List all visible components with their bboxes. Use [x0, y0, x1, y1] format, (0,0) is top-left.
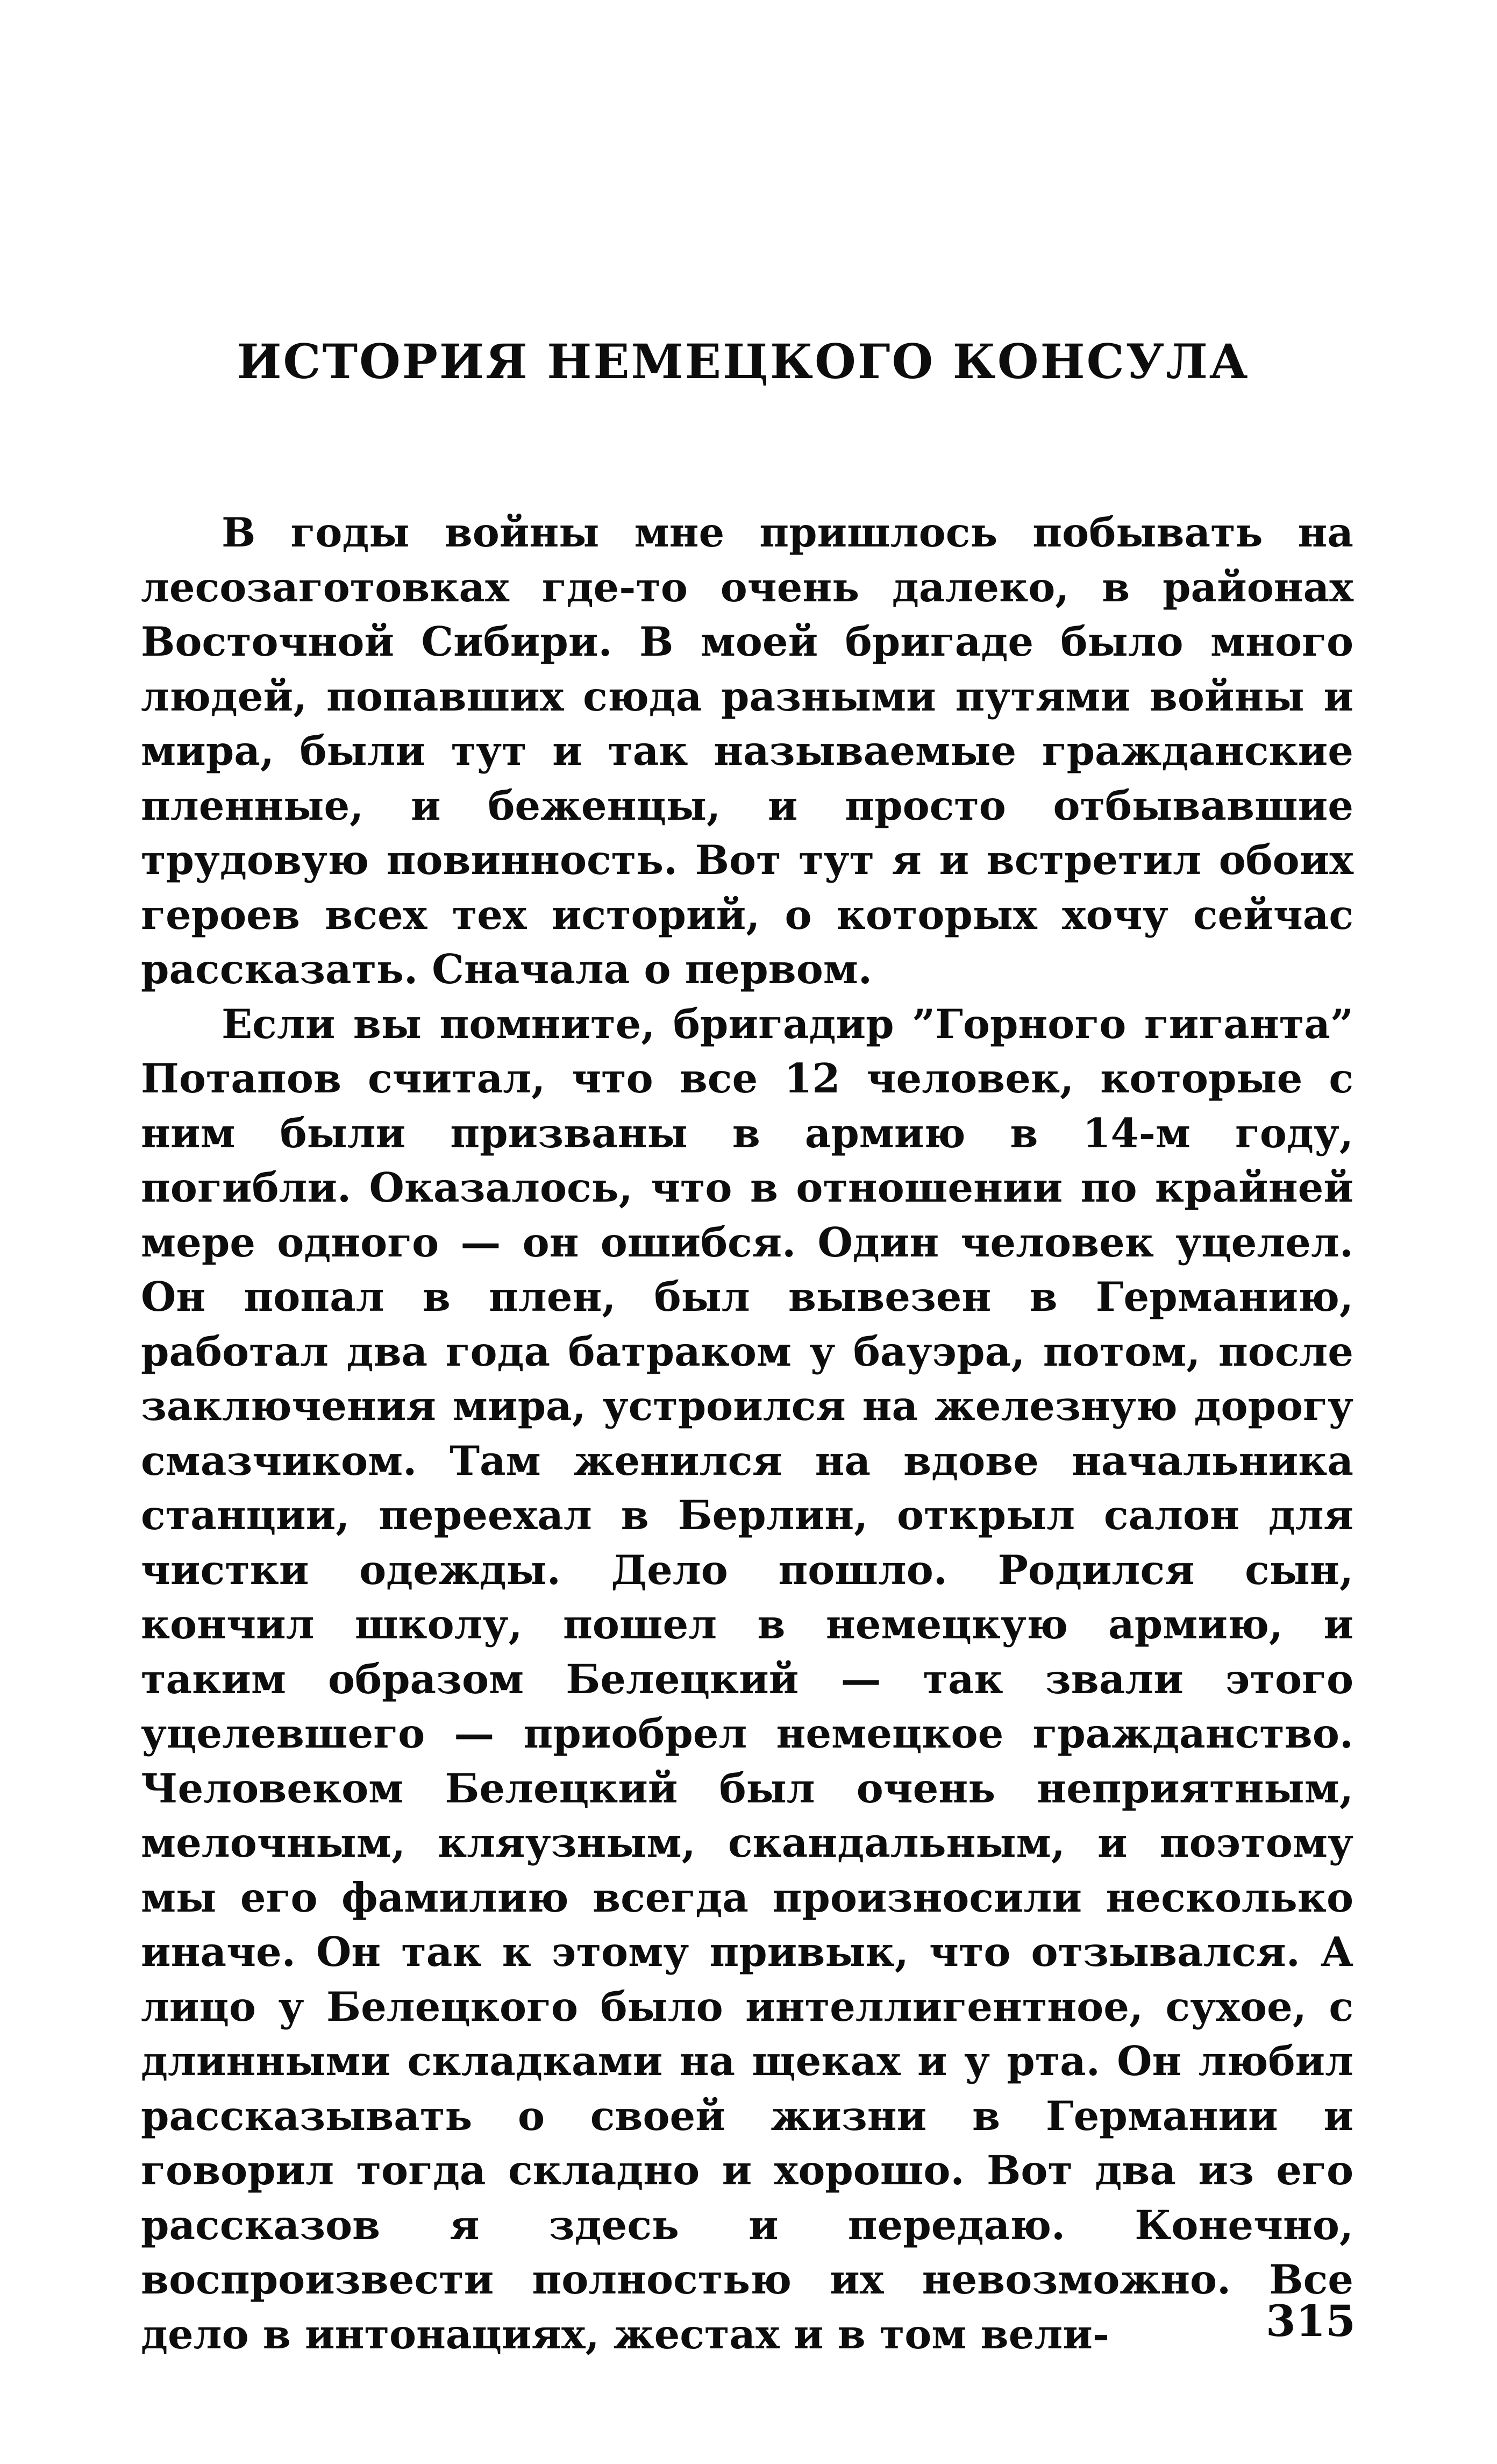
paragraph: В годы войны мне пришлось побывать на лесозаготовках где-то очень далеко, в районах Восточной Сибири. В моей бригаде было много людей, попавших сюда разными путями войны и мира, были тут и так называемые гражданские пленные, и беженцы, и просто отбывавшие трудовую повинность. Вот тут я и встретил обоих героев всех тех историй, о которых хочу сейчас рассказать. Сначала о первом.	[141, 509, 1353, 993]
page-number: 315	[1266, 2296, 1356, 2346]
paragraph: Если вы помните, бригадир ”Горного гиганта” Потапов считал, что все 12 человек, которые с ним были призваны в армию в 14-м году, погибли. Оказалось, что в отношении по крайней мере одного — он ошибся. Один человек уцелел. Он попал в плен, был вывезен в Германию, работал два года батраком у бауэра, потом, после заключения мира, устроился на железную дорогу смазчиком. Там женился на вдове начальника станции, переехал в Берлин, открыл салон для чистки одежды. Дело пошло. Родился сын, кончил школу, пошел в немецкую армию, и таким образом Белецкий — так звали этого уцелевшего — приобрел немецкое гражданство. Человеком Белецкий был очень неприятным, мелочным, кляузным, скандальным, и поэтому мы его фамилию всегда произносили несколько иначе. Он так к этому привык, что отзывался. А лицо у Белецкого было интеллигентное, сухое, с длинными складками на щеках и у рта. Он любил рассказывать о своей жизни в Германии и говорил тогда складно и хорошо. Вот два из его рассказов я здесь и передаю. Конечно, воспроизвести полностью их невозможно. Все дело в интонациях, жестах и в том вели-	[141, 1000, 1353, 2358]
body-text	[141, 506, 1353, 2362]
chapter-title: ИСТОРИЯ НЕМЕЦКОГО КОНСУЛА	[237, 333, 1250, 389]
